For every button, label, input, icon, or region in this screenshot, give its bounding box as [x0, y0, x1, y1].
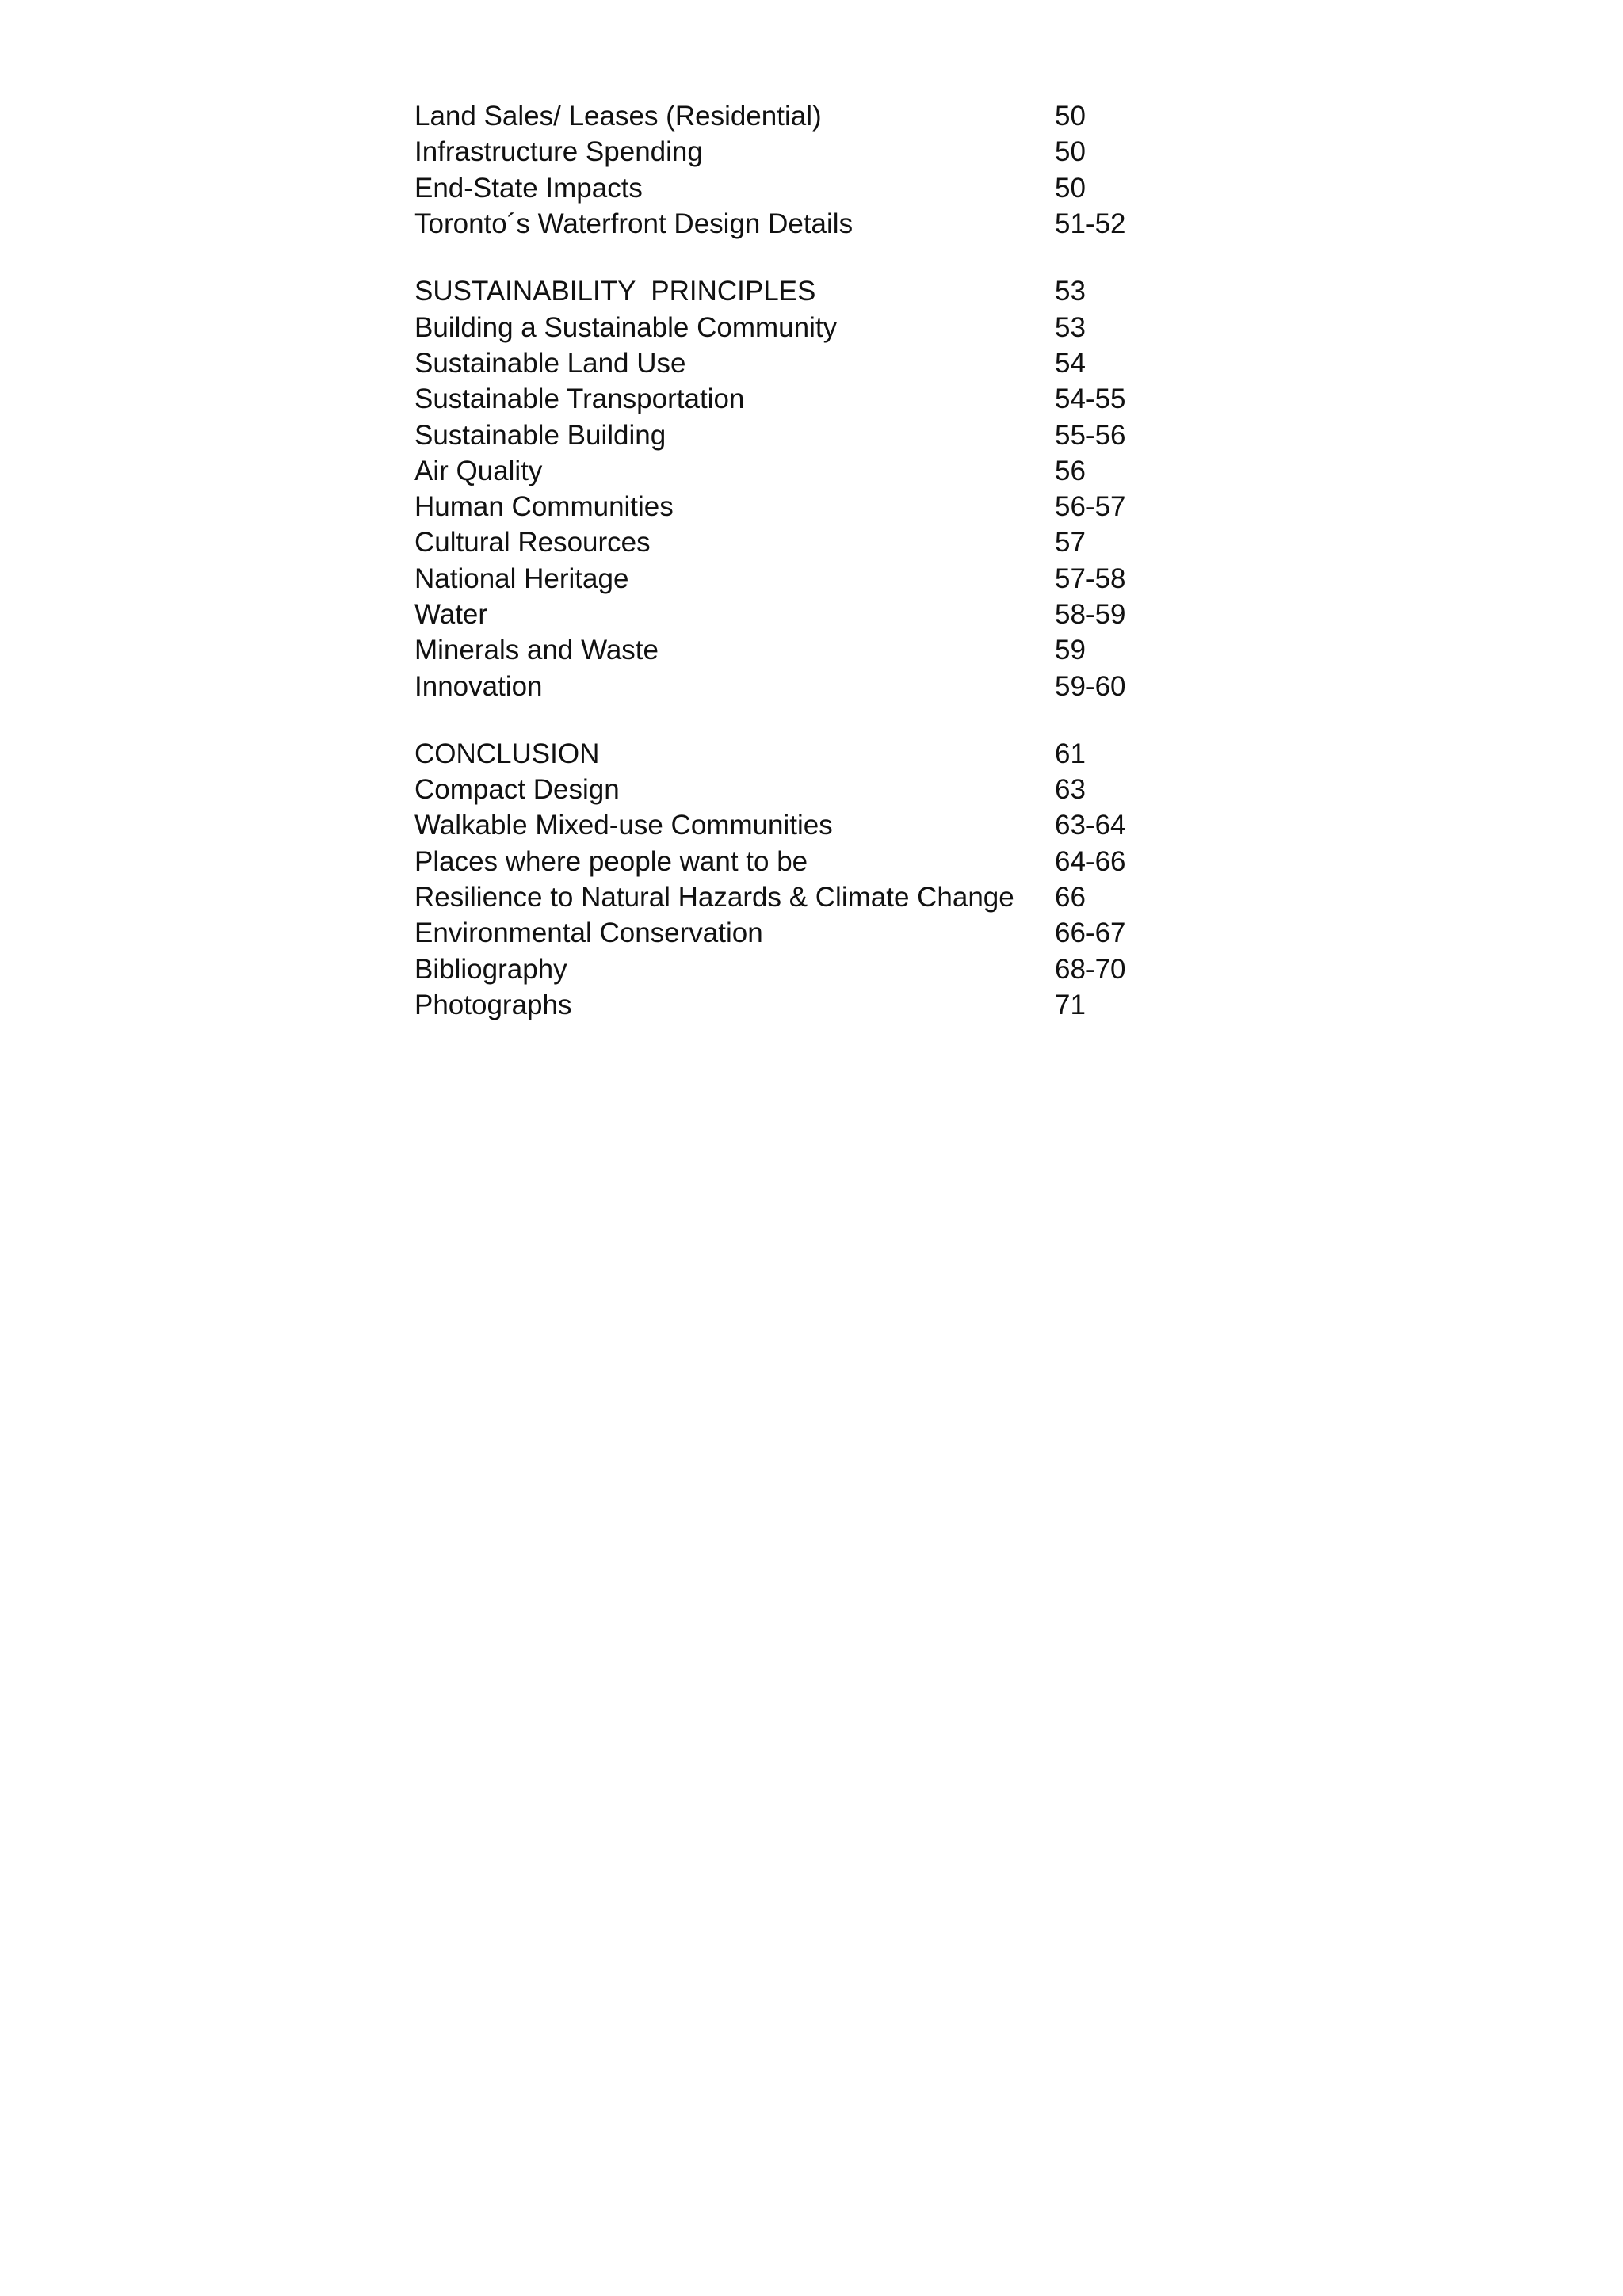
toc-entry-label: Bibliography	[414, 953, 567, 985]
toc-entry	[414, 381, 1207, 417]
toc-entry-page: 55-56	[1055, 419, 1126, 451]
toc-entry-page: 57	[1055, 527, 1086, 559]
toc-group-3	[414, 736, 1207, 1023]
toc-entry	[414, 170, 1207, 206]
toc-entry	[414, 668, 1207, 704]
toc-entry-page: 59	[1055, 635, 1086, 666]
toc-entry-page: 56-57	[1055, 491, 1126, 523]
toc-entry	[414, 561, 1207, 597]
toc-entry	[414, 98, 1207, 134]
table-of-contents	[414, 98, 1207, 1055]
toc-entry-label: Resilience to Natural Hazards & Climate Change	[414, 882, 1014, 913]
toc-entry	[414, 915, 1207, 951]
toc-entry-page: 50	[1055, 136, 1086, 168]
toc-entry-label: Infrastructure Spending	[414, 136, 703, 168]
toc-entry-page: 63-64	[1055, 810, 1126, 841]
toc-entry-page: 56	[1055, 455, 1086, 486]
toc-entry-label: Human Communities	[414, 491, 674, 523]
toc-entry-label: Land Sales/ Leases (Residential)	[414, 101, 822, 132]
toc-entry-label: Innovation	[414, 670, 543, 702]
toc-entry-label: Sustainable Land Use	[414, 347, 686, 379]
toc-entry-page: 51-52	[1055, 208, 1126, 240]
toc-entry-page: 61	[1055, 738, 1086, 769]
toc-entry-page: 64-66	[1055, 845, 1126, 877]
toc-entry	[414, 309, 1207, 345]
toc-entry	[414, 807, 1207, 843]
toc-entry-label: Environmental Conservation	[414, 917, 763, 949]
toc-entry-label: Walkable Mixed-use Communities	[414, 810, 833, 841]
toc-entry-page: 71	[1055, 989, 1086, 1020]
toc-entry-page: 58-59	[1055, 599, 1126, 630]
toc-entry-page: 59-60	[1055, 670, 1126, 702]
toc-entry-label: National Heritage	[414, 563, 629, 594]
toc-entry-label: Building a Sustainable Community	[414, 311, 838, 343]
toc-entry-page: 54-55	[1055, 383, 1126, 415]
toc-entry-label: CONCLUSION	[414, 738, 600, 769]
toc-entry	[414, 524, 1207, 560]
toc-entry	[414, 952, 1207, 987]
toc-entry	[414, 417, 1207, 452]
toc-entry-label: Water	[414, 599, 488, 630]
toc-entry-page: 66-67	[1055, 917, 1126, 949]
toc-entry	[414, 987, 1207, 1023]
toc-entry-label: Air Quality	[414, 455, 543, 486]
toc-entry	[414, 632, 1207, 668]
toc-group-1	[414, 98, 1207, 242]
toc-entry	[414, 206, 1207, 242]
toc-entry-label: End-State Impacts	[414, 172, 643, 204]
toc-entry	[414, 879, 1207, 915]
toc-entry-page: 53	[1055, 311, 1086, 343]
toc-entry-page: 54	[1055, 347, 1086, 379]
toc-entry-label: Photographs	[414, 989, 572, 1020]
toc-section-heading	[414, 736, 1207, 772]
toc-entry-page: 50	[1055, 101, 1086, 132]
toc-entry-label: Toronto´s Waterfront Design Details	[414, 208, 854, 240]
toc-entry	[414, 134, 1207, 170]
toc-entry	[414, 772, 1207, 807]
toc-entry	[414, 453, 1207, 489]
toc-entry	[414, 345, 1207, 381]
toc-section-heading	[414, 273, 1207, 309]
toc-entry-page: 63	[1055, 774, 1086, 806]
toc-entry-page: 66	[1055, 882, 1086, 913]
toc-entry-page: 53	[1055, 276, 1086, 307]
toc-entry	[414, 489, 1207, 524]
toc-entry	[414, 597, 1207, 632]
toc-entry-label: Sustainable Building	[414, 419, 666, 451]
toc-entry-page: 68-70	[1055, 953, 1126, 985]
toc-entry-label: Compact Design	[414, 774, 620, 806]
toc-entry-label: Sustainable Transportation	[414, 383, 745, 415]
toc-entry-label: Minerals and Waste	[414, 635, 659, 666]
toc-entry-label: SUSTAINABILITY PRINCIPLES	[414, 276, 816, 307]
toc-entry-page: 57-58	[1055, 563, 1126, 594]
toc-entry	[414, 844, 1207, 879]
toc-entry-page: 50	[1055, 172, 1086, 204]
toc-entry-label: Places where people want to be	[414, 845, 808, 877]
toc-entry-label: Cultural Resources	[414, 527, 651, 559]
toc-group-2	[414, 273, 1207, 704]
